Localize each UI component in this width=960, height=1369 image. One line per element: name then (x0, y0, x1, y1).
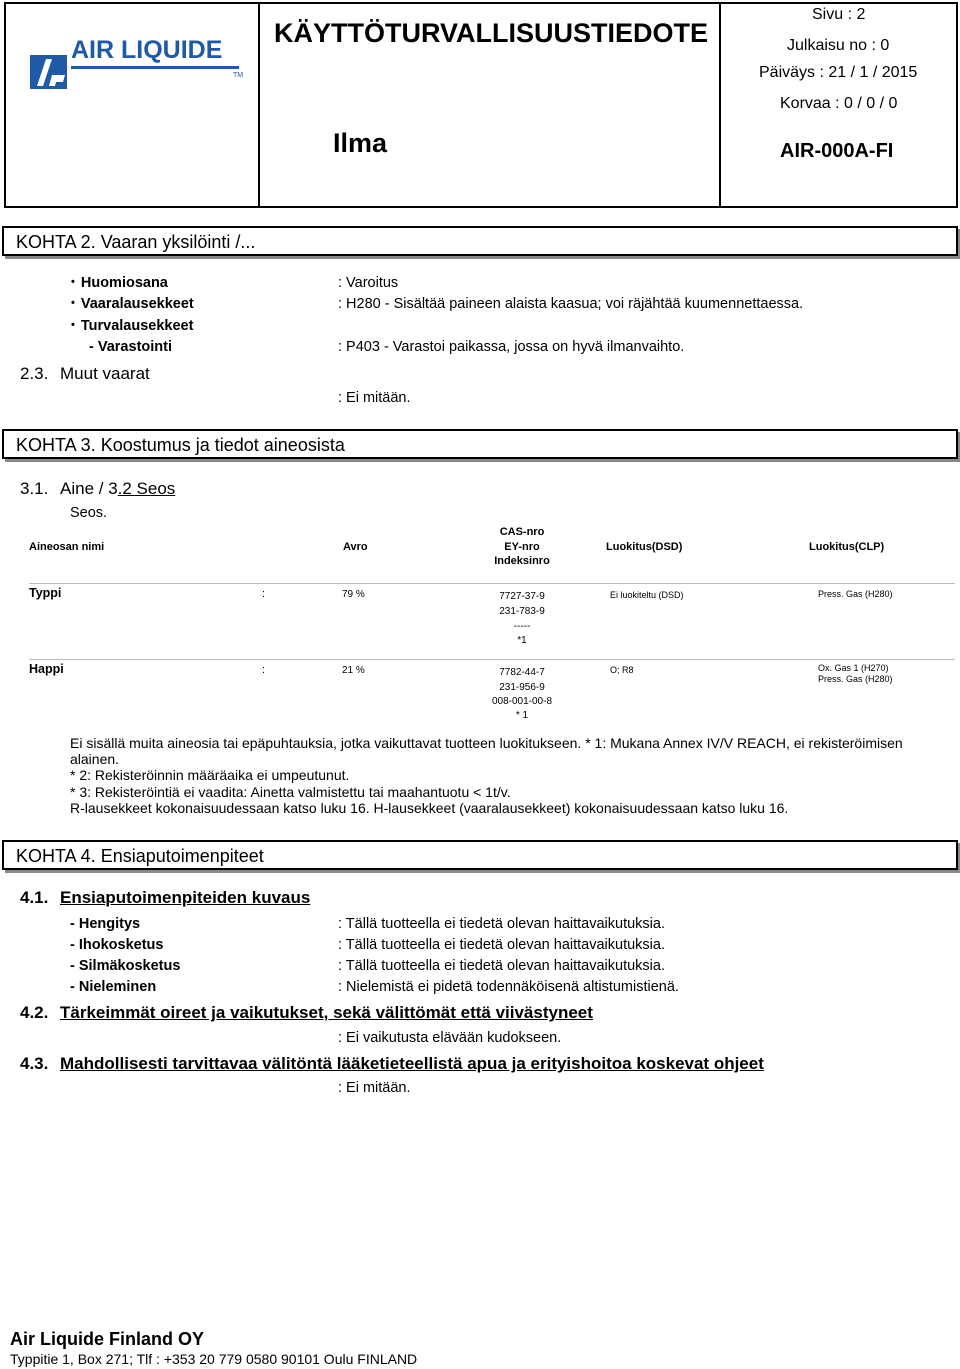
edition-number: Julkaisu no : 0 (787, 37, 890, 54)
composition-note: * 3: Rekisteröintiä ei vaadita: Ainetta valmistettu tai maahantuotu < 1t/v. (70, 784, 511, 800)
logo-underline (71, 66, 239, 69)
symptoms-value: : Ei vaikutusta elävään kudokseen. (338, 1030, 562, 1046)
document-code: AIR-000A-FI (780, 140, 894, 162)
col-header-dsd: Luokitus(DSD) (606, 541, 683, 553)
section-4-header: KOHTA 4. Ensiaputoimenpiteet (2, 840, 958, 870)
row-colon: : (262, 664, 266, 676)
component-note: * 1 (515, 710, 529, 721)
page-number: Sivu : 2 (812, 6, 866, 23)
composition-note: Ei sisällä muita aineosia tai epäpuhtauksia, jotka vaikuttavat tuotteen luokitukseen. * 1: Mukana Annex IV/V REACH, ei rekisteröimisen (70, 735, 903, 751)
signal-word-value: : Varoitus (338, 275, 399, 291)
inhalation-value: : Tällä tuotteella ei tiedetä olevan haittavaikutuksia. (338, 916, 665, 932)
component-index: 008-001-00-8 (491, 696, 553, 707)
footer-address: Typpitie 1, Box 271; Tlf : +353 20 779 0580 90101 Oulu FINLAND (10, 1351, 418, 1367)
subsection-4-2-title: Tärkeimmät oireet ja vaikutukset, sekä välittömät että viivästyneet (60, 1003, 593, 1022)
subsection-4-1-title: Ensiaputoimenpiteiden kuvaus (60, 888, 311, 907)
header-logo-cell (4, 2, 260, 208)
hazard-statements-label: • Vaaralausekkeet (71, 296, 194, 312)
component-dsd: O; R8 (610, 665, 634, 675)
other-hazards-value: : Ei mitään. (338, 390, 411, 406)
eye-contact-label: - Silmäkosketus (70, 958, 181, 974)
component-index: ----- (513, 621, 531, 632)
component-cas: 7727-37-9 (499, 591, 545, 602)
subsection-3-1-number: 3.1. (20, 479, 49, 498)
subsection-4-2-number: 4.2. (20, 1003, 49, 1022)
medical-attention-value: : Ei mitään. (338, 1080, 411, 1096)
component-name: Happi (29, 662, 64, 676)
component-cas: 7782-44-7 (499, 667, 545, 678)
mixture-label: Seos. (70, 505, 108, 521)
composition-note: * 2: Rekisteröinnin määräaika ei umpeutunut. (70, 767, 350, 783)
skin-contact-value: : Tällä tuotteella ei tiedetä olevan haittavaikutuksia. (338, 937, 665, 953)
document-title: KÄYTTÖTURVALLISUUSTIEDOTE (274, 18, 709, 48)
col-header-name: Aineosan nimi (29, 541, 105, 553)
component-clp-2: Press. Gas (H280) (818, 674, 893, 684)
component-ey: 231-956-9 (499, 682, 545, 693)
subsection-2-3-title: Muut vaarat (60, 364, 150, 383)
subsection-4-1-number: 4.1. (20, 888, 49, 907)
inhalation-label: - Hengitys (70, 916, 141, 932)
component-name: Typpi (29, 586, 62, 600)
component-value: 21 % (342, 665, 365, 676)
col-header-ey: EY-nro (504, 541, 540, 553)
ingestion-label: - Nieleminen (70, 979, 157, 995)
component-value: 79 % (342, 589, 365, 600)
section-2-header: KOHTA 2. Vaaran yksilöinti /... (2, 226, 958, 256)
signal-word-label: • Huomiosana (71, 275, 168, 291)
ingestion-value: : Nielemistä ei pidetä todennäköisenä altistumistienä. (338, 979, 679, 995)
logo-wordmark: AIR LIQUIDE (71, 36, 223, 64)
subsection-2-3-number: 2.3. (20, 364, 49, 383)
component-clp: Press. Gas (H280) (818, 589, 893, 599)
col-header-value: Avro (343, 541, 368, 553)
table-divider (29, 583, 955, 584)
col-header-index: Indeksinro (494, 555, 550, 567)
skin-contact-label: - Ihokosketus (70, 937, 164, 953)
composition-note: alainen. (70, 751, 120, 767)
revision-date: Päiväys : 21 / 1 / 2015 (759, 64, 918, 81)
precautionary-statements-label: • Turvalausekkeet (71, 318, 193, 334)
storage-value: : P403 - Varastoi paikassa, jossa on hyvä ilmanvaihto. (338, 339, 685, 355)
logo-mark-icon (30, 55, 67, 89)
subsection-4-3-number: 4.3. (20, 1054, 49, 1073)
col-header-clp: Luokitus(CLP) (809, 541, 885, 553)
supersedes: Korvaa : 0 / 0 / 0 (780, 95, 898, 112)
component-clp: Ox. Gas 1 (H270) (818, 663, 889, 673)
footer-company: Air Liquide Finland OY (10, 1329, 205, 1349)
component-note: *1 (517, 635, 527, 646)
row-colon: : (262, 588, 266, 600)
composition-note: R-lausekkeet kokonaisuudessaan katso luku 16. H-lausekkeet (vaaralausekkeet) kokonaisuudessaan katso luku 16. (70, 800, 789, 816)
component-ey: 231-783-9 (499, 606, 545, 617)
subsection-4-3-title: Mahdollisesti tarvittavaa välitöntä lääketieteellistä apua ja erityishoitoa koskevat ohjeet (60, 1054, 764, 1073)
logo-trademark: TM (233, 72, 244, 79)
eye-contact-value: : Tällä tuotteella ei tiedetä olevan haittavaikutuksia. (338, 958, 665, 974)
col-header-cas: CAS-nro (499, 526, 545, 538)
table-divider (29, 659, 955, 660)
component-dsd: Ei luokiteltu (DSD) (610, 590, 684, 600)
storage-label: - Varastointi (89, 339, 172, 355)
product-name: Ilma (333, 128, 388, 158)
hazard-statements-value: : H280 - Sisältää paineen alaista kaasua; voi räjähtää kuumennettaessa. (338, 296, 804, 312)
section-3-header: KOHTA 3. Koostumus ja tiedot aineosista (2, 429, 958, 459)
subsection-3-1-title: Aine / 3.2 Seos (60, 479, 176, 498)
